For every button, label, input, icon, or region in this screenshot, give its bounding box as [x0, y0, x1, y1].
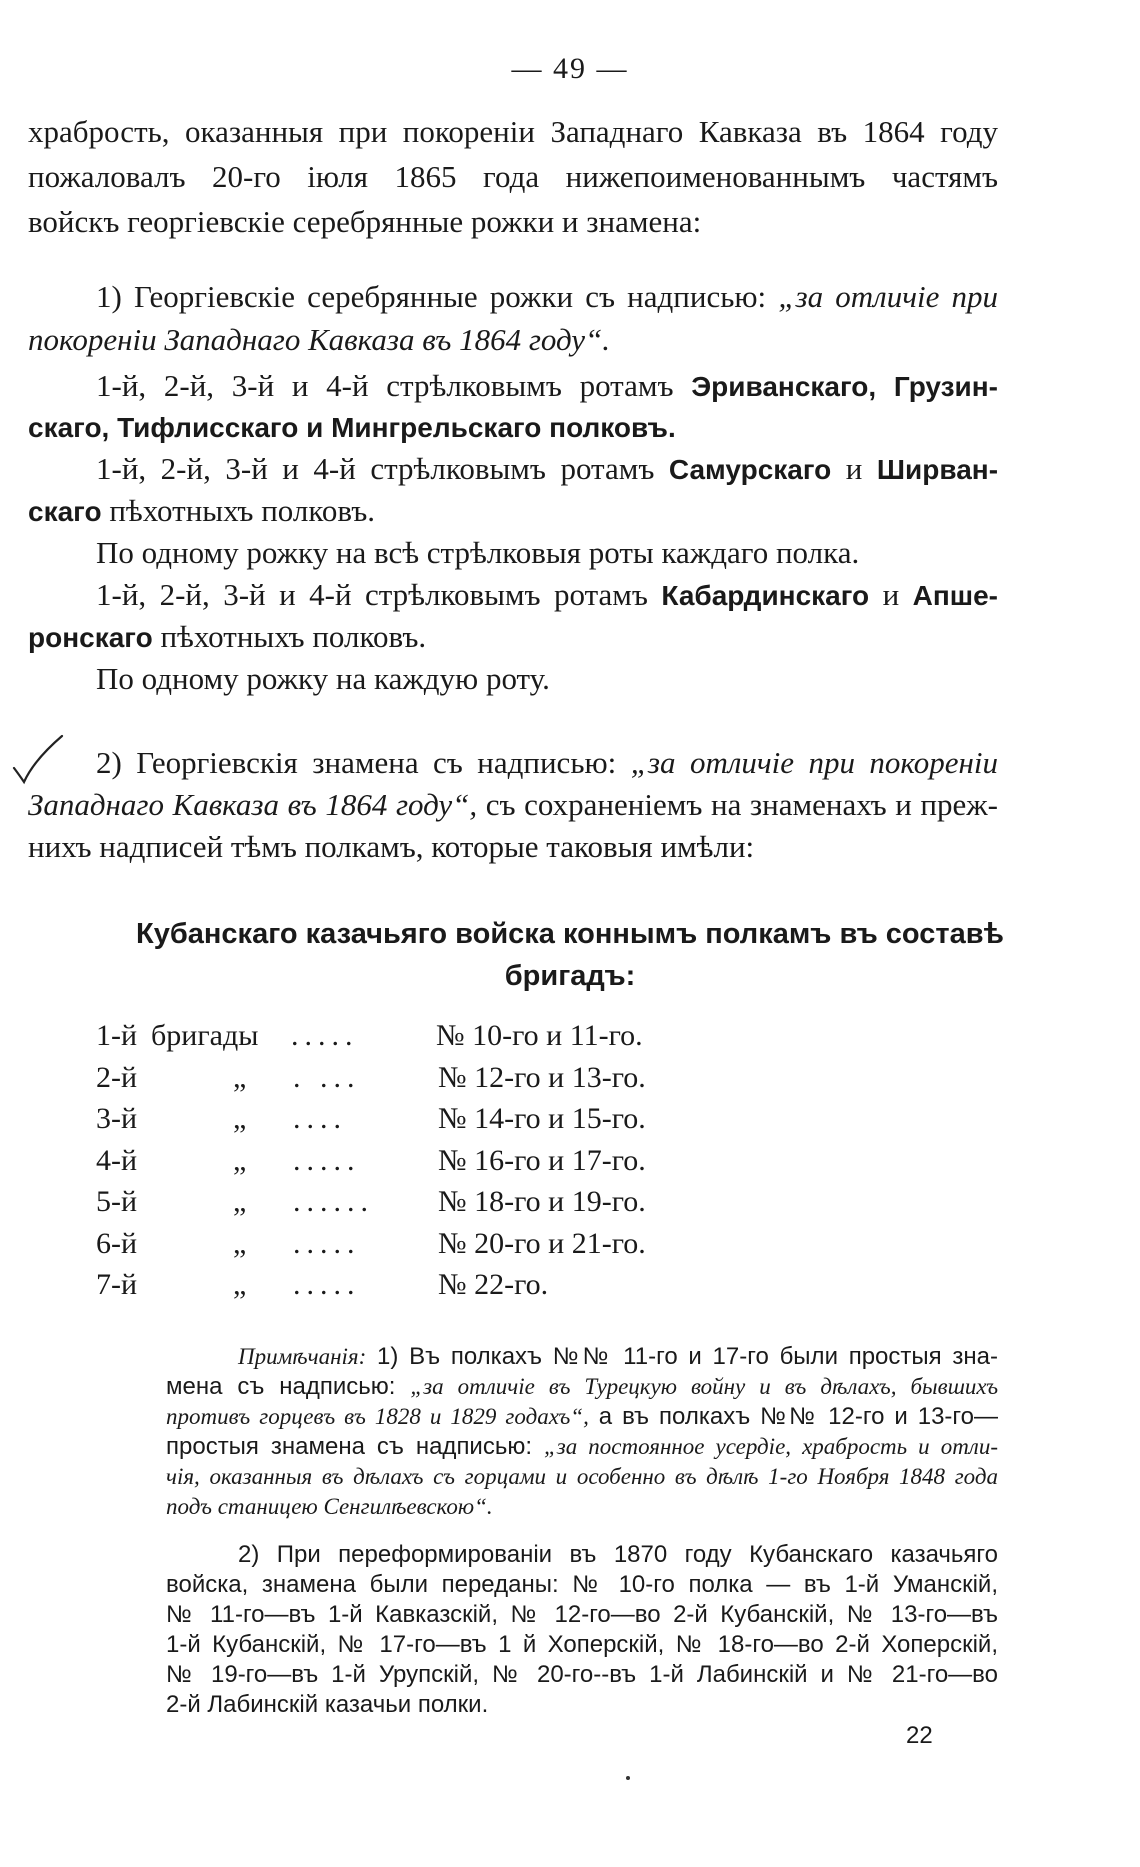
regiment-numbers: № 10-го и 11-го. [436, 1019, 643, 1052]
note1-line-6 [166, 1492, 493, 1521]
note2-line-2: войска, знамена были переданы: № 10-го полка — въ 1-й Уманскій, [166, 1571, 998, 1598]
regiment-numbers: № 20-го и 21-го. [438, 1226, 646, 1260]
kabard-infantry: пѣхотныхъ полковъ. [160, 619, 427, 654]
note1-text-4: простыя знамена съ надписью: [166, 1433, 533, 1460]
table-row [96, 1140, 646, 1182]
item2-line-3: нихъ надписей тѣмъ полкамъ, которые таковыя имѣли: [28, 829, 755, 864]
leader-dots: ...... [293, 1185, 374, 1218]
note1-inscription-2-end: подъ станицею Сенгилѣевскою“. [166, 1494, 493, 1519]
brigade-number: 3-й [96, 1102, 138, 1135]
ditto-mark: „ [233, 1102, 247, 1135]
leader-dots: ..... [293, 1268, 361, 1301]
kabard-text: 1-й, 2-й, 3-й и 4-й стрѣлковымъ ротамъ [96, 577, 648, 612]
samur-and: и [845, 451, 863, 486]
note1-inscription-1-end: противъ горцевъ въ 1828 и 1829 годахъ“, [166, 1404, 589, 1429]
regiment-numbers: № 12-го и 13-го. [438, 1060, 646, 1094]
samur-text: 1-й, 2-й, 3-й и 4-й стрѣлковымъ ротамъ [96, 451, 655, 486]
item2-inscription-end: Западнаго Кавказа въ 1864 году“, [28, 787, 478, 822]
note1-text: 1) Въ полкахъ №№ 11-го и 17-го были простыя зна- [377, 1343, 998, 1370]
table-row [96, 1098, 646, 1140]
note2-line-5: № 19-го—въ 1-й Урупскій, № 20-го--въ 1-й Лабинскій и № 21-го—во [166, 1661, 998, 1688]
one-horn-per-company-line: По одному рожку на каждую роту. [96, 661, 550, 696]
shirvan-regiment-end: скаго [28, 496, 102, 527]
erivan-regiments: Эриванскаго, Грузин- [691, 371, 998, 402]
leader-dots: .... [293, 1102, 347, 1135]
item1-inscription: „за отличіе при [778, 279, 999, 314]
kabard-and: и [882, 577, 900, 612]
intro-line-3: войскъ георгіевскіе серебрянные рожки и знамена: [28, 204, 702, 239]
regiment-numbers: № 14-го и 15-го. [438, 1102, 646, 1135]
apsheron-regiment-end: ронскаго [28, 622, 153, 653]
brigade-label: бригады [151, 1019, 259, 1052]
ditto-mark: „ [233, 1060, 247, 1094]
note1-inscription-2-cont: чія, оказанныя въ дѣлахъ съ горцами и особенно въ дѣлѣ 1-го Ноября 1848 года [166, 1464, 998, 1489]
item2-line-1 [96, 743, 998, 783]
erivan-text: 1-й, 2-й, 3-й и 4-й стрѣлковымъ ротамъ [96, 368, 674, 403]
intro-line-1: храбрость, оказанныя при покореніи Западнаго Кавказа въ 1864 году [28, 114, 998, 149]
brigade-number: 1-й [96, 1019, 138, 1052]
samur-infantry: пѣхотныхъ полковъ. [109, 493, 375, 528]
leader-dots: ..... [291, 1019, 359, 1052]
note1-text-3: а въ полкахъ №№ 12-го и 13-го— [598, 1403, 998, 1430]
regiment-numbers: № 18-го и 19-го. [438, 1185, 646, 1218]
ditto-mark: „ [233, 1185, 247, 1218]
kabard-line-2 [28, 617, 426, 658]
item2-inscription: „за отличіе при покореніи [630, 745, 998, 780]
brigade-number: 2-й [96, 1060, 138, 1094]
regiment-numbers: № 16-го и 17-го. [438, 1143, 646, 1177]
item1-line-2: покореніи Западнаго Кавказа въ 1864 году“. [28, 322, 611, 357]
note1-inscription-1: „за отличіе въ Турецкую войну и въ дѣлахъ, бывшихъ [410, 1374, 999, 1399]
kuban-heading: Кубанскаго казачьяго войска коннымъ полкамъ въ составѣ [136, 918, 1004, 950]
shirvan-regiment: Ширван- [876, 454, 999, 485]
table-row [96, 1223, 646, 1265]
brigades-table [96, 1015, 646, 1306]
kuban-heading-brigades: бригадъ: [504, 960, 636, 992]
item1-line-1 [96, 277, 998, 317]
item2-preserve: съ сохраненіемъ на знаменахъ и преж- [485, 787, 998, 822]
note2-line-3: № 11-го—въ 1-й Кавказскій, № 12-го—во 2-й Кубанскій, № 13-го—въ [166, 1601, 998, 1628]
page-number: — 49 — [511, 52, 629, 85]
table-row [96, 1181, 646, 1223]
ditto-mark: „ [233, 1226, 247, 1260]
handwritten-check-icon [8, 730, 68, 790]
note2-line-4: 1-й Кубанскій, № 17-го—въ 1 й Хоперскій, № 18-го—во 2-й Хоперскій, [166, 1631, 998, 1658]
item2-text: 2) Георгіевскія знамена съ надписью: [96, 745, 617, 780]
table-row [96, 1015, 646, 1057]
apsheron-regiment: Апше- [912, 580, 999, 611]
note2-line-1: 2) При переформированіи въ 1870 году Кубанскаго казачьяго [238, 1541, 998, 1568]
leader-dots: ..... [293, 1143, 361, 1177]
note2-line-6: 2-й Лабинскій казачьи полки. [166, 1691, 489, 1718]
brigade-number: 6-й [96, 1226, 138, 1260]
brigade-number: 5-й [96, 1185, 138, 1218]
samur-line-1 [96, 449, 998, 490]
ditto-mark: „ [233, 1268, 247, 1301]
leader-dots: . ... [293, 1060, 361, 1094]
note1-inscription-2: „за постоянное усердіе, храбрость и отли- [543, 1434, 998, 1459]
samur-regiment: Самурскаго [668, 454, 832, 485]
brigade-number: 4-й [96, 1143, 138, 1177]
note1-line-2 [166, 1372, 998, 1401]
table-row [96, 1264, 646, 1306]
samur-line-2 [28, 491, 375, 532]
note1-line-4 [166, 1432, 998, 1461]
erivan-line-2: скаго, Тифлисскаго и Мингрельскаго полковъ. [28, 412, 676, 443]
kabard-line-1 [96, 575, 998, 616]
note1-line-3 [166, 1402, 998, 1431]
table-row [96, 1057, 646, 1099]
intro-line-2: пожаловалъ 20-го іюля 1865 года нижепоименованнымъ частямъ [28, 159, 998, 194]
ditto-mark: „ [233, 1143, 247, 1177]
regiment-numbers: № 22-го. [438, 1268, 549, 1301]
leader-dots: ..... [293, 1226, 361, 1260]
note1-line-5 [166, 1462, 998, 1491]
brigade-number: 7-й [96, 1268, 138, 1301]
erivan-line-1 [96, 366, 998, 407]
item1-text: 1) Георгіевскіе серебрянные рожки съ надписью: [96, 279, 767, 314]
print-speck [626, 1776, 630, 1780]
item2-line-2 [28, 785, 998, 825]
note1-text-2: мена съ надписью: [166, 1373, 396, 1400]
sheet-number: 22 [906, 1722, 933, 1749]
one-horn-each-line: По одному рожку на всѣ стрѣлковыя роты каждаго полка. [96, 535, 860, 570]
kabard-regiment: Кабардинскаго [661, 580, 870, 611]
notes-label: Примѣчанія: [238, 1344, 367, 1369]
note1-line-1 [238, 1342, 998, 1371]
